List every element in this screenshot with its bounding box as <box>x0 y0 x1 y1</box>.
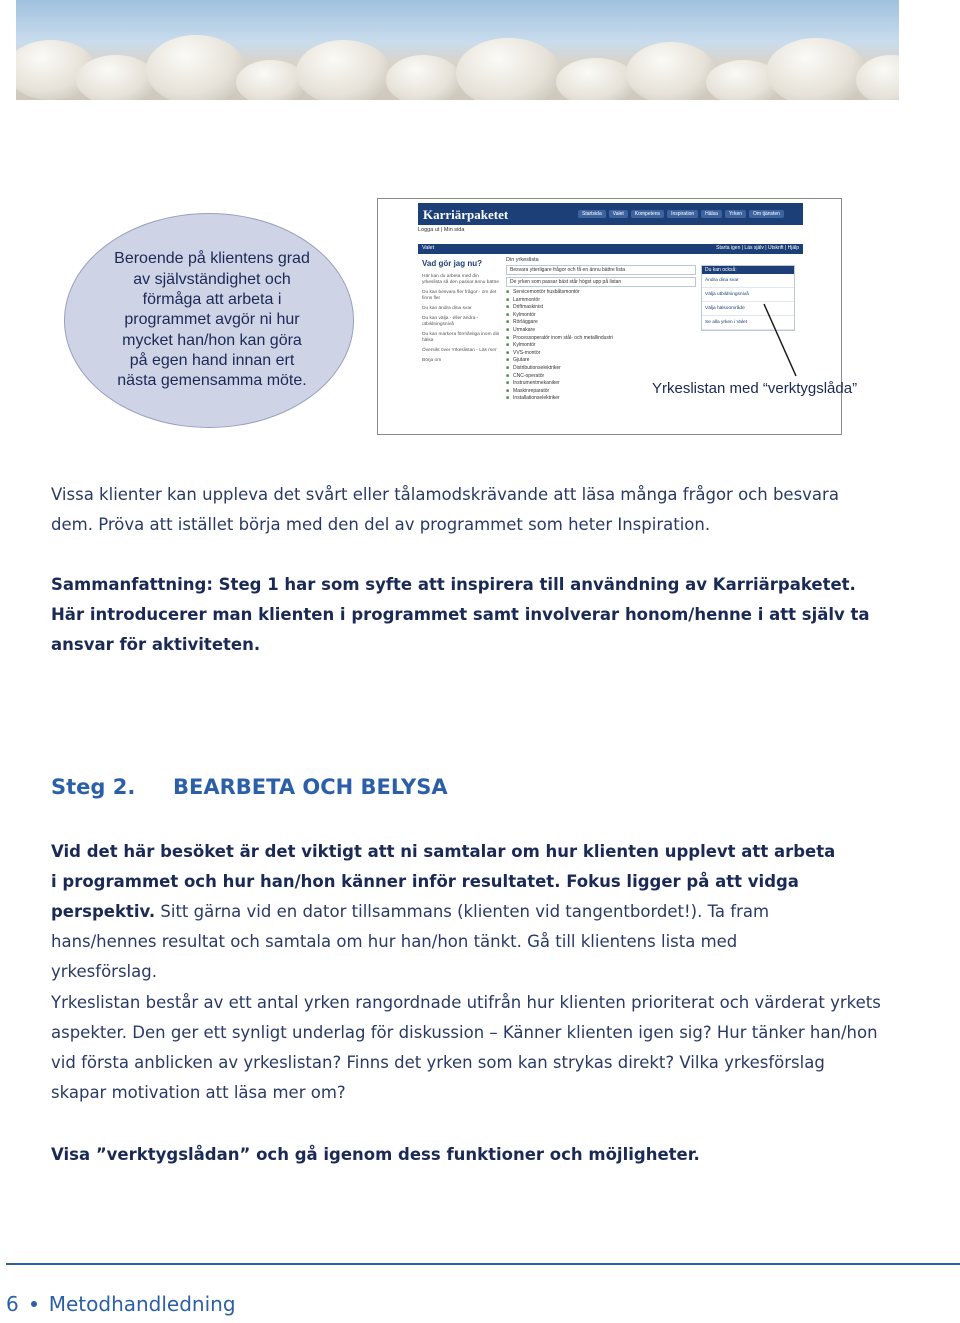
tip-oval <box>64 213 354 428</box>
screenshot-list-item: ■ Distributionselektriker <box>506 365 696 373</box>
screenshot-nav-item: Om tjänsten <box>749 210 784 218</box>
screenshot-note: Börja om <box>422 358 442 363</box>
screenshot-heading: Vad gör jag nu? <box>422 259 483 268</box>
screenshot-nav-item: Kompetens <box>631 210 664 218</box>
footer <box>6 1292 236 1316</box>
screenshot-list-item: ■ VVS-montör <box>506 350 696 358</box>
screenshot-list-item: ■ CNC-operatör <box>506 373 696 381</box>
paragraph-visit-bold: Vid det här besöket är det viktigt att ni samtalar om hur klienten upplevt att arbeta i programmet och hur han/hon känner inför resultatet. Fokus ligger på att vidga perspektiv. <box>51 842 836 921</box>
screenshot-list-item: ■ Maskinreparatör <box>506 388 696 396</box>
screenshot-list-hint: De yrken som passar bäst står högst upp på listan <box>506 277 696 287</box>
screenshot-list-hint: Besvara ytterligare frågor och få en ännu bättre lista <box>506 265 696 275</box>
screenshot-note: Du kan ändra dina svar <box>422 306 472 311</box>
screenshot-list-item: ■ Rörläggare <box>506 319 696 327</box>
screenshot-toolbox-item: Se alla yrken i Valet <box>702 316 794 330</box>
screenshot-nav-item: Startsida <box>578 210 606 218</box>
footer-rule <box>6 1263 960 1265</box>
screenshot-nav-item: Inspiration <box>667 210 698 218</box>
screenshot-list-title: Din yrkeslista <box>506 257 539 263</box>
paragraph-visit-light: Sitt gärna vid en dator tillsammans (klienten vid tangentbordet!). Ta fram hans/hennes resultat och samtala om hur han/hon tänkt. Gå till klientens lista med yrkesförslag. <box>51 902 770 981</box>
screenshot-nav-item: Yrken <box>725 210 746 218</box>
bullet-dot <box>31 1301 37 1307</box>
screenshot-nav <box>578 210 784 218</box>
screenshot-list-item: ■ Larmmontör <box>506 297 696 305</box>
paragraph-summary: Sammanfattning: Steg 1 har som syfte att inspirera till användning av Karriärpaketet. Här introducerer man klienten i programmet samt involverar honom/henne i att själv ta ansvar för aktiviteten. <box>51 575 870 654</box>
paragraph-yrkeslistan: Yrkeslistan består av ett antal yrken rangordnade utifrån hur klienten prioriterat och värderat yrkets aspekter. Den ger ett synligt underlag för diskussion – Känner klienten igen sig? Hur tänker han/hon vid första anblicken av yrkeslistan? Finns det yrken som kan strykas direkt? Vilka yrkesförslag skapar motivation att läsa mer om? <box>51 993 881 1102</box>
screenshot-note: Här kan du arbeta med din yrkeslista så den passar ännu bättre <box>422 274 500 285</box>
screenshot-note: Du kan markera förmånliga inom din hälsa <box>422 332 500 343</box>
screenshot-list-item: ■ Driftmaskinist <box>506 304 696 312</box>
callout-leader-line <box>760 300 800 380</box>
screenshot-toolbox-item: Välja hälsoområde <box>702 302 794 316</box>
screenshot-list-item: ■ Servicemontör husbåtsmontör <box>506 289 696 297</box>
tip-oval-text: Beroende på klientens grad av självständighet och förmåga att arbeta i programmet avgör ni hur mycket han/hon kan göra på egen hand innan ert nästa gemensamma möte. <box>114 250 310 390</box>
screenshot-toolbox-item: Välja utbildningsnivå <box>702 288 794 302</box>
screenshot-logo: Karriärpaketet <box>423 207 509 222</box>
screenshot-note: Du kan välja - eller ändra - utbildningsnivå <box>422 316 479 327</box>
step-title: BEARBETA OCH BELYSA <box>173 775 448 799</box>
header-photo-stones <box>16 0 899 100</box>
screenshot-list-item: ■ Gjutare <box>506 357 696 365</box>
screenshot-list-item: ■ Urmakare <box>506 327 696 335</box>
step-number: Steg 2. <box>51 775 136 799</box>
screenshot-nav-item: Hälsa <box>701 210 722 218</box>
screenshot-toolbox-title: Du kan också: <box>702 266 794 274</box>
screenshot-bar <box>418 244 803 254</box>
screenshot-list-item: ■ Kylmontör <box>506 342 696 350</box>
screenshot-caption: Yrkeslistan med “verktygslåda” <box>652 380 858 397</box>
screenshot-list-item: ■ Processoperatör inom stål- och metallindustri <box>506 335 696 343</box>
screenshot-list-item: ■ Installationselektriker <box>506 395 696 403</box>
screenshot-bar-label: Valet <box>422 245 435 251</box>
screenshot-left-notes <box>422 274 500 368</box>
screenshot-toolbox-item: Ändra dina svar <box>702 274 794 288</box>
paragraph-toolbox: Visa ”verktygslådan” och gå igenom dess funktioner och möjligheter. <box>51 1145 700 1164</box>
screenshot-note: Du kan besvara fler frågor - om det finns fler <box>422 290 497 301</box>
screenshot-bar-links: Starta igen | Läs själv | Utskrift | Hjälp <box>716 245 799 251</box>
screenshot-sublinks: Logga ut | Min sida <box>418 227 465 233</box>
footer-title: Metodhandledning <box>48 1292 236 1316</box>
screenshot-list-item: ■ Instrumentmekaniker <box>506 380 696 388</box>
paragraph-visit <box>51 837 841 987</box>
page-number: 6 <box>6 1292 19 1316</box>
screenshot-list-item: ■ Kylmontör <box>506 312 696 320</box>
screenshot-nav-item: Valet <box>609 210 628 218</box>
screenshot-note: Översikt över Yrkeslistan - Läs mer <box>422 348 497 353</box>
paragraph-inspiration: Vissa klienter kan uppleva det svårt eller tålamodskrävande att läsa många frågor och besvara dem. Pröva att istället börja med den del av programmet som heter Inspiration. <box>51 485 839 534</box>
screenshot-header <box>418 203 803 225</box>
